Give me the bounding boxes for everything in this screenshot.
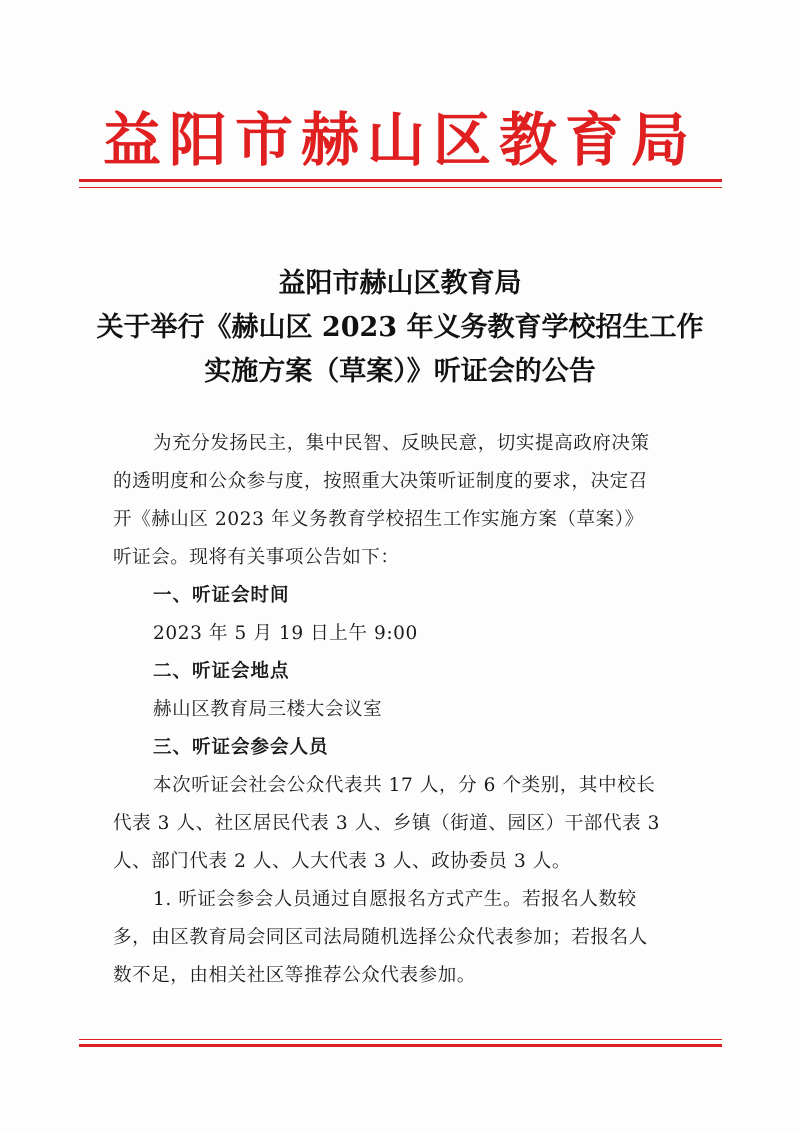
intro-line-3: 开《赫山区 2023 年义务教育学校招生工作实施方案（草案）》 (113, 509, 644, 530)
intro-line-4: 听证会。现将有关事项公告如下： (113, 547, 400, 568)
document-title-line-3: 实施方案（草案）》听证会的公告 (204, 356, 596, 387)
letterhead-rule-thin (79, 187, 722, 188)
section-time-heading: 一、听证会时间 (153, 585, 290, 606)
section-place-value: 赫山区教育局三楼大会议室 (153, 699, 383, 720)
people-paragraph-2-line-3: 数不足，由相关社区等推荐公众代表参加。 (113, 965, 476, 986)
section-place-heading: 二、听证会地点 (153, 661, 290, 682)
letterhead-title: 益阳市赫山区教育局 (102, 106, 697, 174)
intro-line-1: 为充分发扬民主，集中民智、反映民意，切实提高政府决策 (153, 433, 650, 454)
people-paragraph-2-line-1: 1. 听证会参会人员通过自愿报名方式产生。若报名人数较 (153, 889, 637, 910)
section-time-value: 2023 年 5 月 19 日上午 9:00 (153, 623, 418, 644)
people-paragraph-1-line-2: 代表 3 人、社区居民代表 3 人、乡镇（街道、园区）干部代表 3 (113, 813, 661, 834)
people-paragraph-2-line-2: 多，由区教育局会同区司法局随机选择公众代表参加；若报名人 (113, 927, 648, 948)
intro-line-2: 的透明度和公众参与度，按照重大决策听证制度的要求，决定召 (113, 471, 648, 492)
section-people-heading: 三、听证会参会人员 (153, 737, 329, 758)
footer-rule-thick (79, 1044, 722, 1047)
people-paragraph-1-line-1: 本次听证会社会公众代表共 17 人，分 6 个类别，其中校长 (153, 775, 656, 796)
letterhead-rule-thick (79, 179, 722, 182)
document-title-line-2: 关于举行《赫山区 2023 年义务教育学校招生工作 (96, 312, 704, 343)
footer-rule-thin (79, 1039, 722, 1040)
people-paragraph-1-line-3: 人、部门代表 2 人、人大代表 3 人、政协委员 3 人。 (113, 851, 571, 872)
document-title-line-1: 益阳市赫山区教育局 (278, 268, 522, 299)
